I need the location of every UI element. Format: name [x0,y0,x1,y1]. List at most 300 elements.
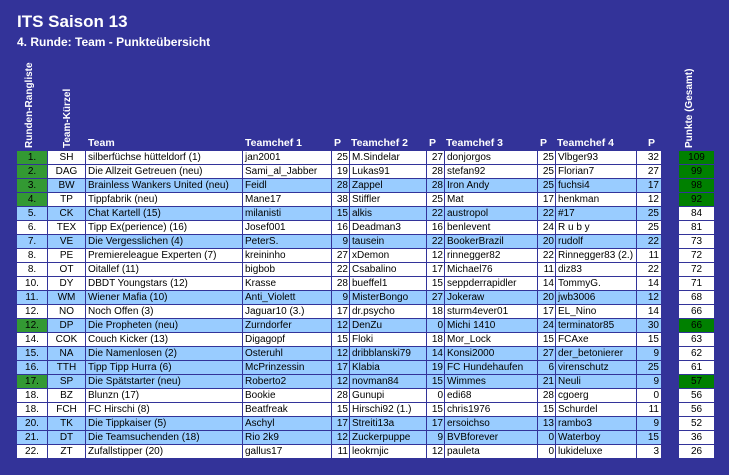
team-name-cell: Die Allzeit Getreuen (neu) [86,165,242,178]
total-points-cell: 52 [679,417,714,430]
header-p4: P [648,137,656,149]
rank-cell: 17. [17,375,47,388]
teamchef1-points-cell: 15 [332,333,349,346]
total-points-cell: 98 [679,179,714,192]
teamchef3-cell: stefan92 [445,165,537,178]
teamchef4-points-cell: 14 [637,277,661,290]
teamchef3-cell: Mat [445,193,537,206]
total-points-cell: 66 [679,305,714,318]
teamchef4-points-cell: 22 [637,235,661,248]
total-points-cell: 57 [679,375,714,388]
teamchef1-cell: gallus17 [243,445,331,458]
total-points-cell: 66 [679,319,714,332]
teamchef4-cell: Schurdel [556,403,636,416]
teamchef1-points-cell: 28 [332,389,349,402]
team-name-cell: Noch Offen (3) [86,305,242,318]
rank-cell: 4. [17,193,47,206]
total-points-cell: 99 [679,165,714,178]
teamchef3-cell: chris1976 [445,403,537,416]
table-row [17,291,714,305]
teamchef4-cell: Waterboy [556,431,636,444]
teamchef4-points-cell: 27 [637,165,661,178]
team-kuerzel-cell: BW [48,179,85,192]
page-title: ITS Saison 13 [17,12,128,31]
header-punkte: Punkte (Gesamt) [684,68,695,148]
teamchef2-points-cell: 27 [427,291,444,304]
teamchef1-points-cell: 17 [332,305,349,318]
teamchef4-points-cell: 32 [637,151,661,164]
teamchef1-cell: Rio 2k9 [243,431,331,444]
teamchef1-cell: Bookie [243,389,331,402]
teamchef3-cell: Michi 1410 [445,319,537,332]
table-row [17,235,714,249]
team-name-cell: Blunzn (17) [86,389,242,402]
rank-cell: 21. [17,431,47,444]
header-kuerzel: Team-Kürzel [62,88,73,148]
teamchef3-cell: Michael76 [445,263,537,276]
table-row [17,249,714,263]
teamchef2-cell: dribblanski79 [350,347,426,360]
team-kuerzel-cell: PE [48,249,85,262]
teamchef2-cell: DenZu [350,319,426,332]
teamchef1-cell: Digagopf [243,333,331,346]
teamchef1-points-cell: 38 [332,193,349,206]
teamchef4-cell: henkman [556,193,636,206]
table-row [17,151,714,165]
teamchef3-points-cell: 22 [538,249,555,262]
teamchef2-points-cell: 9 [427,431,444,444]
teamchef3-cell: Jokeraw [445,291,537,304]
teamchef2-points-cell: 19 [427,361,444,374]
team-kuerzel-cell: VE [48,235,85,248]
teamchef1-points-cell: 12 [332,319,349,332]
teamchef2-cell: Stiffler [350,193,426,206]
rank-cell: 1. [17,151,47,164]
teamchef4-cell: lukideluxe [556,445,636,458]
team-kuerzel-cell: FCH [48,403,85,416]
teamchef2-cell: Zappel [350,179,426,192]
team-name-cell: silberfüchse hütteldorf (1) [86,151,242,164]
teamchef3-points-cell: 11 [538,263,555,276]
teamchef4-points-cell: 9 [637,417,661,430]
teamchef1-points-cell: 28 [332,277,349,290]
team-name-cell: Tipp Tipp Hurra (6) [86,361,242,374]
total-points-cell: 72 [679,249,714,262]
teamchef4-cell: #17 [556,207,636,220]
teamchef2-points-cell: 28 [427,179,444,192]
teamchef2-points-cell: 16 [427,221,444,234]
teamchef1-points-cell: 22 [332,263,349,276]
teamchef1-points-cell: 27 [332,249,349,262]
total-points-cell: 72 [679,263,714,276]
teamchef1-cell: Josef001 [243,221,331,234]
team-kuerzel-cell: DAG [48,165,85,178]
teamchef1-points-cell: 15 [332,207,349,220]
rank-cell: 22. [17,445,47,458]
teamchef2-cell: dr.psycho [350,305,426,318]
teamchef1-cell: PeterS. [243,235,331,248]
teamchef1-points-cell: 17 [332,417,349,430]
table-row [17,445,714,459]
team-kuerzel-cell: SH [48,151,85,164]
teamchef3-points-cell: 22 [538,207,555,220]
team-name-cell: Zufallstipper (20) [86,445,242,458]
table-row [17,361,714,375]
teamchef2-cell: xDemon [350,249,426,262]
team-kuerzel-cell: CK [48,207,85,220]
teamchef4-cell: Neuli [556,375,636,388]
teamchef3-cell: donjorgos [445,151,537,164]
table-row [17,193,714,207]
teamchef1-points-cell: 12 [332,431,349,444]
teamchef3-cell: Mor_Lock [445,333,537,346]
team-kuerzel-cell: NO [48,305,85,318]
table-row [17,375,714,389]
teamchef4-cell: Rinnegger83 (2.) [556,249,636,262]
table-row [17,221,714,235]
teamchef1-points-cell: 15 [332,403,349,416]
teamchef3-points-cell: 0 [538,445,555,458]
rank-cell: 12. [17,319,47,332]
team-name-cell: Oitallef (11) [86,263,242,276]
teamchef2-cell: Zuckerpuppe [350,431,426,444]
total-points-cell: 73 [679,235,714,248]
teamchef4-points-cell: 25 [637,361,661,374]
teamchef4-points-cell: 15 [637,431,661,444]
teamchef4-cell: TommyG. [556,277,636,290]
teamchef4-cell: diz83 [556,263,636,276]
teamchef3-cell: BookerBrazil [445,235,537,248]
teamchef2-points-cell: 17 [427,263,444,276]
total-points-cell: 62 [679,347,714,360]
teamchef2-cell: novman84 [350,375,426,388]
teamchef2-points-cell: 0 [427,389,444,402]
teamchef4-points-cell: 12 [637,193,661,206]
rank-cell: 6. [17,221,47,234]
teamchef3-cell: benlevent [445,221,537,234]
teamchef4-points-cell: 25 [637,221,661,234]
team-kuerzel-cell: TK [48,417,85,430]
teamchef1-points-cell: 16 [332,221,349,234]
team-name-cell: DBDT Youngstars (12) [86,277,242,290]
table-row [17,263,714,277]
total-points-cell: 84 [679,207,714,220]
team-name-cell: Die Propheten (neu) [86,319,242,332]
teamchef4-cell: fuchsi4 [556,179,636,192]
teamchef3-points-cell: 25 [538,151,555,164]
rank-cell: 11. [17,291,47,304]
team-kuerzel-cell: TTH [48,361,85,374]
teamchef3-points-cell: 25 [538,165,555,178]
teamchef3-cell: Iron Andy [445,179,537,192]
header-p1: P [334,137,342,149]
teamchef4-cell: rudolf [556,235,636,248]
teamchef2-cell: bueffel1 [350,277,426,290]
rank-cell: 14. [17,333,47,346]
teamchef1-cell: milanisti [243,207,331,220]
team-name-cell: Die Vergesslichen (4) [86,235,242,248]
teamchef3-points-cell: 20 [538,235,555,248]
page-subtitle: 4. Runde: Team - Punkteübersicht [17,35,211,49]
team-kuerzel-cell: TP [48,193,85,206]
team-kuerzel-cell: OT [48,263,85,276]
team-kuerzel-cell: SP [48,375,85,388]
teamchef3-points-cell: 20 [538,291,555,304]
team-name-cell: Brainless Wankers United (neu) [86,179,242,192]
teamchef2-cell: M.Sindelar [350,151,426,164]
teamchef4-cell: terminator85 [556,319,636,332]
table-row [17,417,714,431]
header-rank: Runden-Rangliste [24,62,35,148]
teamchef1-cell: Zurndorfer [243,319,331,332]
teamchef4-points-cell: 22 [637,263,661,276]
teamchef2-points-cell: 18 [427,305,444,318]
teamchef1-cell: Roberto2 [243,375,331,388]
teamchef3-points-cell: 15 [538,333,555,346]
table-row [17,319,714,333]
teamchef3-points-cell: 28 [538,389,555,402]
teamchef2-points-cell: 0 [427,319,444,332]
header-p2: P [429,137,437,149]
rank-cell: 15. [17,347,47,360]
total-points-cell: 36 [679,431,714,444]
teamchef1-points-cell: 28 [332,179,349,192]
teamchef3-cell: rinnegger82 [445,249,537,262]
teamchef2-points-cell: 25 [427,193,444,206]
team-name-cell: Die Spätstarter (neu) [86,375,242,388]
table-row [17,403,714,417]
teamchef3-cell: Konsi2000 [445,347,537,360]
total-points-cell: 26 [679,445,714,458]
teamchef4-points-cell: 14 [637,305,661,318]
table-row [17,165,714,179]
table-row [17,347,714,361]
team-name-cell: FC Hirschi (8) [86,403,242,416]
header-teamchef3: Teamchef 3 [446,137,503,149]
teamchef3-cell: ersoichso [445,417,537,430]
table-row [17,277,714,291]
header-teamchef1: Teamchef 1 [245,137,302,149]
header-p3: P [540,137,548,149]
teamchef1-cell: jan2001 [243,151,331,164]
total-points-cell: 68 [679,291,714,304]
team-kuerzel-cell: WM [48,291,85,304]
table-row [17,389,714,403]
teamchef2-points-cell: 18 [427,333,444,346]
teamchef3-points-cell: 6 [538,361,555,374]
teamchef3-points-cell: 17 [538,305,555,318]
rank-cell: 18. [17,389,47,402]
teamchef1-cell: Krasse [243,277,331,290]
teamchef4-points-cell: 30 [637,319,661,332]
teamchef1-points-cell: 25 [332,151,349,164]
teamchef2-points-cell: 15 [427,403,444,416]
team-kuerzel-cell: NA [48,347,85,360]
teamchef3-points-cell: 27 [538,347,555,360]
team-kuerzel-cell: ZT [48,445,85,458]
teamchef2-points-cell: 14 [427,347,444,360]
team-kuerzel-cell: DP [48,319,85,332]
teamchef3-cell: pauleta [445,445,537,458]
teamchef3-points-cell: 24 [538,319,555,332]
teamchef4-cell: rambo3 [556,417,636,430]
team-name-cell: Wiener Mafia (10) [86,291,242,304]
teamchef1-points-cell: 11 [332,445,349,458]
teamchef1-cell: Anti_Violett [243,291,331,304]
teamchef3-points-cell: 25 [538,179,555,192]
teamchef1-cell: Osteruhl [243,347,331,360]
teamchef3-points-cell: 13 [538,417,555,430]
teamchef4-points-cell: 0 [637,389,661,402]
teamchef3-cell: sturm4ever01 [445,305,537,318]
teamchef1-cell: Beatfreak [243,403,331,416]
teamchef1-cell: bigbob [243,263,331,276]
team-name-cell: Die Tippkaiser (5) [86,417,242,430]
teamchef2-cell: alkis [350,207,426,220]
teamchef3-points-cell: 21 [538,375,555,388]
teamchef2-points-cell: 15 [427,277,444,290]
teamchef2-cell: MisterBongo [350,291,426,304]
teamchef3-cell: BVBforever [445,431,537,444]
team-name-cell: Premiereleague Experten (7) [86,249,242,262]
teamchef4-points-cell: 25 [637,207,661,220]
rank-cell: 3. [17,179,47,192]
team-name-cell: Tippfabrik (neu) [86,193,242,206]
teamchef4-cell: Vlbger93 [556,151,636,164]
header-teamchef4: Teamchef 4 [557,137,614,149]
teamchef4-cell: der_betonierer [556,347,636,360]
teamchef2-points-cell: 17 [427,417,444,430]
teamchef4-cell: jwb3006 [556,291,636,304]
teamchef3-cell: edi68 [445,389,537,402]
teamchef4-points-cell: 11 [637,403,661,416]
table-row [17,431,714,445]
teamchef2-cell: Gunupi [350,389,426,402]
team-kuerzel-cell: TEX [48,221,85,234]
teamchef2-cell: Csabalino [350,263,426,276]
header-team: Team [88,137,115,149]
teamchef3-cell: FC Hundehaufen [445,361,537,374]
teamchef2-points-cell: 27 [427,151,444,164]
teamchef2-points-cell: 22 [427,235,444,248]
table-row [17,305,714,319]
rank-cell: 8. [17,263,47,276]
teamchef2-cell: Deadman3 [350,221,426,234]
teamchef4-points-cell: 9 [637,347,661,360]
table-row [17,333,714,347]
teamchef1-points-cell: 12 [332,375,349,388]
teamchef4-cell: cgoerg [556,389,636,402]
team-name-cell: Tipp Ex(perience) (16) [86,221,242,234]
teamchef3-points-cell: 15 [538,403,555,416]
total-points-cell: 81 [679,221,714,234]
rank-cell: 8. [17,249,47,262]
team-kuerzel-cell: COK [48,333,85,346]
team-kuerzel-cell: DT [48,431,85,444]
teamchef2-points-cell: 22 [427,207,444,220]
teamchef1-cell: Aschyl [243,417,331,430]
total-points-cell: 56 [679,389,714,402]
teamchef1-points-cell: 17 [332,361,349,374]
teamchef3-cell: seppderrapidler [445,277,537,290]
team-name-cell: Die Teamsuchenden (18) [86,431,242,444]
teamchef4-points-cell: 3 [637,445,661,458]
teamchef2-points-cell: 28 [427,165,444,178]
total-points-cell: 109 [679,151,714,164]
teamchef2-points-cell: 12 [427,445,444,458]
rank-cell: 10. [17,277,47,290]
total-points-cell: 92 [679,193,714,206]
rank-cell: 12. [17,305,47,318]
teamchef3-points-cell: 17 [538,193,555,206]
teamchef3-points-cell: 0 [538,431,555,444]
teamchef3-points-cell: 24 [538,221,555,234]
teamchef1-cell: McPrinzessin [243,361,331,374]
table-row [17,207,714,221]
rank-cell: 18. [17,403,47,416]
teamchef2-cell: tausein [350,235,426,248]
total-points-cell: 56 [679,403,714,416]
teamchef2-cell: Klabia [350,361,426,374]
teamchef2-cell: Streiti13a [350,417,426,430]
teamchef1-points-cell: 19 [332,165,349,178]
teamchef4-points-cell: 17 [637,179,661,192]
teamchef1-cell: Mane17 [243,193,331,206]
teamchef2-points-cell: 12 [427,249,444,262]
teamchef4-points-cell: 12 [637,291,661,304]
header-teamchef2: Teamchef 2 [351,137,408,149]
team-name-cell: Couch Kicker (13) [86,333,242,346]
teamchef1-cell: Sami_al_Jabber [243,165,331,178]
table-row [17,179,714,193]
team-name-cell: Chat Kartell (15) [86,207,242,220]
teamchef3-cell: Wimmes [445,375,537,388]
teamchef4-points-cell: 15 [637,333,661,346]
rank-cell: 16. [17,361,47,374]
teamchef4-cell: Florian7 [556,165,636,178]
team-kuerzel-cell: DY [48,277,85,290]
rank-cell: 20. [17,417,47,430]
teamchef2-points-cell: 15 [427,375,444,388]
teamchef4-points-cell: 9 [637,375,661,388]
teamchef1-points-cell: 9 [332,235,349,248]
teamchef2-cell: Floki [350,333,426,346]
total-points-cell: 63 [679,333,714,346]
teamchef3-cell: austropol [445,207,537,220]
teamchef2-cell: leokrnjic [350,445,426,458]
teamchef1-cell: Feidl [243,179,331,192]
teamchef1-points-cell: 12 [332,347,349,360]
total-points-cell: 61 [679,361,714,374]
rank-cell: 7. [17,235,47,248]
teamchef4-cell: virenschutz [556,361,636,374]
rank-cell: 2. [17,165,47,178]
team-kuerzel-cell: BZ [48,389,85,402]
teamchef1-cell: Jaguar10 (3.) [243,305,331,318]
teamchef3-points-cell: 14 [538,277,555,290]
teamchef1-points-cell: 9 [332,291,349,304]
teamchef2-cell: Lukas91 [350,165,426,178]
teamchef4-cell: EL_Nino [556,305,636,318]
teamchef2-cell: Hirschi92 (1.) [350,403,426,416]
teamchef4-points-cell: 11 [637,249,661,262]
total-points-cell: 71 [679,277,714,290]
teamchef4-cell: FCAxe [556,333,636,346]
teamchef1-cell: kreininho [243,249,331,262]
rank-cell: 5. [17,207,47,220]
team-name-cell: Die Namenlosen (2) [86,347,242,360]
teamchef4-cell: R u b y [556,221,636,234]
